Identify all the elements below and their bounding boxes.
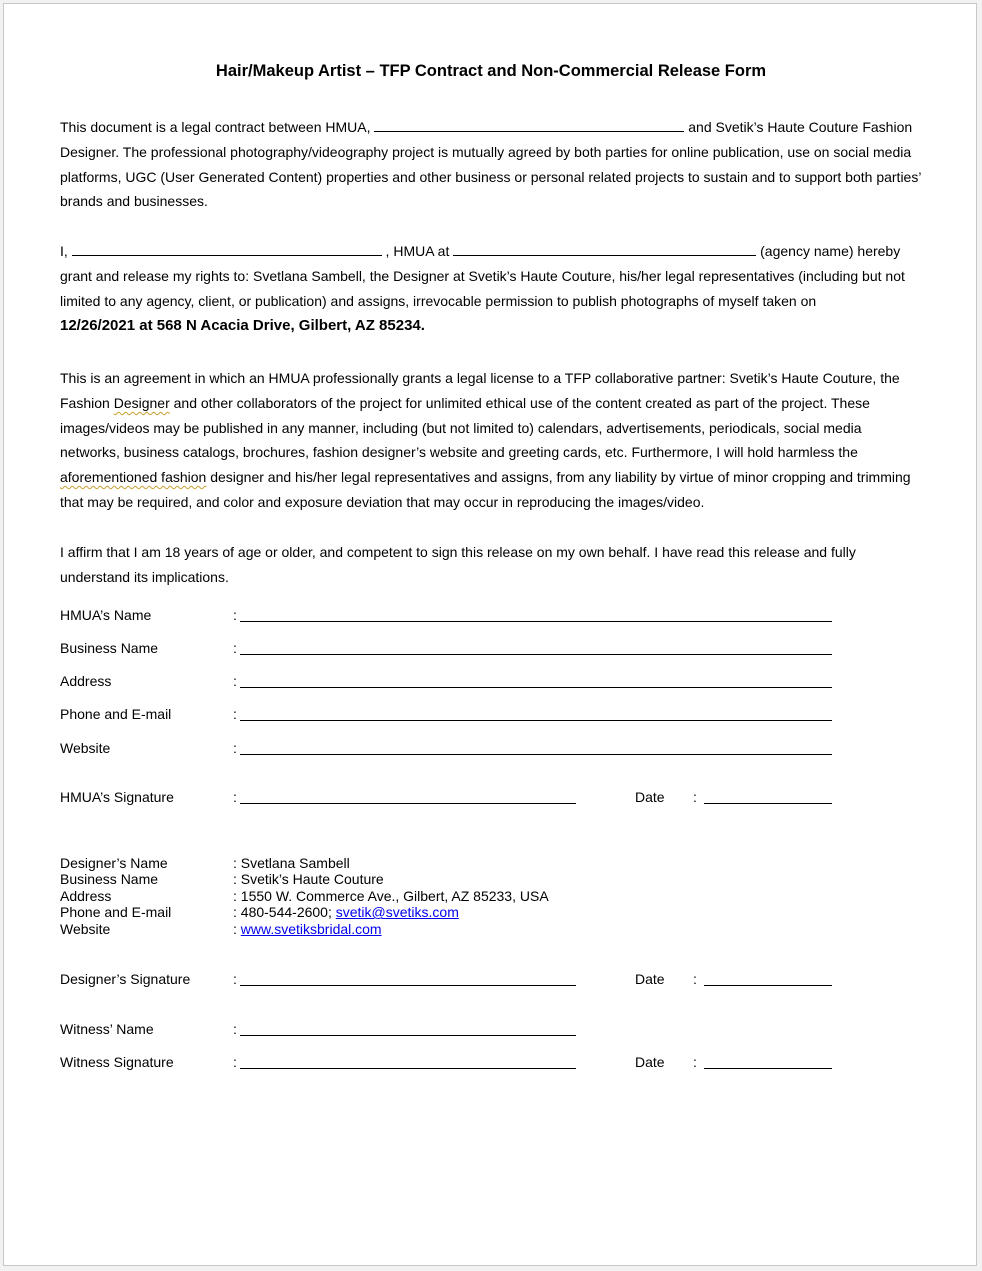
colon: : (233, 789, 237, 805)
designer-business-value: : Svetik’s Haute Couture (233, 871, 384, 888)
colon: : (233, 673, 237, 689)
release-text-hmua-at: , HMUA at (381, 243, 454, 259)
colon: : (233, 1054, 237, 1070)
colon: : (233, 1021, 237, 1037)
hmua-phone-input-line[interactable] (240, 720, 832, 721)
designer-business-label: Business Name (60, 871, 159, 888)
colon: : (233, 640, 237, 656)
hmua-signature-label: HMUA’s Signature (60, 789, 174, 805)
agreement-text-mid: and other collaborators of the project for unlimited ethical use of the content created as part of the project. These images/videos may be published in any manner, including (but not limited to) calendars, advertisements, periodicals, social media networks, business catalogs, brochures, fashion designer’s website and greeting cards, etc. Furthermore, I will hold harmless the (60, 394, 870, 461)
hmua-business-label: Business Name (60, 640, 159, 656)
paragraph-intro (60, 115, 922, 214)
hmua-phone-row (60, 706, 840, 726)
designer-signature-label: Designer’s Signature (60, 971, 191, 987)
intro-text-rest: and Svetik’s Haute Couture Fashion Designer. The professional photography/videography project is mutually agreed by both parties for online publication, use on social media platforms, UGC (User Generated Content) properties and other business or personal related projects to sustain and to support both parties’ brands and businesses. (60, 119, 921, 210)
designer-website-link[interactable]: www.svetiksbridal.com (240, 920, 382, 937)
document-title: Hair/Makeup Artist – TFP Contract and Non-Commercial Release Form (215, 62, 767, 80)
colon: : (233, 607, 237, 623)
witness-signature-label: Witness Signature (60, 1054, 174, 1070)
colon: : (693, 971, 697, 987)
designer-signature-row (60, 971, 840, 991)
designer-name-label: Designer’s Name (60, 855, 168, 871)
hmua-address-label: Address (60, 673, 112, 689)
designer-phone-text: : 480-544-2600; (233, 904, 336, 921)
release-text-rest: (agency name) hereby grant and release my rights to: Svetlana Sambell, the Designer at Svetik’s Haute Couture, his/her legal representatives (including but not limited to any agency, client, or publication) and assigns, irrevocable permission to publish photographs of myself taken on (60, 243, 905, 309)
hmua-date-label: Date (635, 789, 665, 805)
aforementioned-phrase: aforementioned fashion (60, 469, 207, 486)
agreement-text-start: This is an agreement in which an HMUA professionally grants a legal license to a TFP collaborative partner: Svetik’s Haute Couture, the Fashion (60, 370, 900, 411)
agreement-text-end: designer and his/her legal representatives and assigns, from any liability by virtue of minor cropping and trimming that may be required, and color and exposure deviation that may occur in reproducing the images/video. (60, 469, 911, 510)
witness-date-input-line[interactable] (704, 1068, 832, 1069)
hmua-website-row (60, 740, 840, 760)
designer-website-label: Website (60, 920, 111, 937)
hmua-signature-input-line[interactable] (240, 803, 576, 804)
designer-phone-label: Phone and E-mail (60, 904, 172, 921)
hmua-business-input-line[interactable] (240, 654, 832, 655)
designer-website-prefix: : (233, 920, 241, 937)
designer-email-link[interactable]: svetik@svetiks.com (335, 904, 459, 921)
designer-word: Designer (113, 394, 170, 411)
hmua-website-label: Website (60, 740, 111, 756)
witness-date-label: Date (635, 1054, 665, 1070)
hmua-website-input-line[interactable] (240, 754, 832, 755)
hmua-phone-label: Phone and E-mail (60, 706, 172, 722)
hmua-name-row (60, 607, 840, 627)
witness-name-input-line[interactable] (240, 1035, 576, 1036)
designer-signature-input-line[interactable] (240, 985, 576, 986)
designer-website-value (233, 921, 382, 937)
hmua-business-row (60, 640, 840, 660)
witness-name-row (60, 1021, 840, 1041)
paragraph-release (60, 239, 922, 339)
designer-address-label: Address (60, 887, 112, 904)
designer-date-label: Date (635, 971, 665, 987)
colon: : (233, 706, 237, 722)
hmua-address-row (60, 673, 840, 693)
releaser-name-blank[interactable] (72, 241, 382, 256)
colon: : (233, 740, 237, 756)
agency-name-blank[interactable] (453, 241, 756, 256)
hmua-name-blank[interactable] (374, 117, 684, 132)
designer-phone-value (233, 904, 459, 920)
paragraph-affirmation: I affirm that I am 18 years of age or older, and competent to sign this release on my own behalf. I have read this release and fully understand its implications. (60, 544, 856, 585)
hmua-date-input-line[interactable] (704, 803, 832, 804)
colon: : (233, 971, 237, 987)
witness-signature-input-line[interactable] (240, 1068, 576, 1069)
colon: : (693, 789, 697, 805)
colon: : (693, 1054, 697, 1070)
witness-name-label: Witness’ Name (60, 1021, 154, 1037)
intro-text-start: This document is a legal contract between HMUA, (60, 119, 375, 135)
paragraph-agreement (60, 366, 922, 515)
release-text-start: I, (60, 243, 72, 259)
witness-signature-row (60, 1054, 840, 1074)
hmua-name-input-line[interactable] (240, 621, 832, 622)
shoot-date-location: 12/26/2021 at 568 N Acacia Drive, Gilbert, AZ 85234. (60, 317, 425, 335)
designer-address-value: : 1550 W. Commerce Ave., Gilbert, AZ 85233, USA (233, 887, 549, 904)
hmua-name-label: HMUA’s Name (60, 607, 152, 623)
designer-name-value: : Svetlana Sambell (233, 855, 350, 871)
designer-date-input-line[interactable] (704, 985, 832, 986)
hmua-signature-row (60, 789, 840, 809)
document-page (3, 3, 977, 1266)
hmua-address-input-line[interactable] (240, 687, 832, 688)
